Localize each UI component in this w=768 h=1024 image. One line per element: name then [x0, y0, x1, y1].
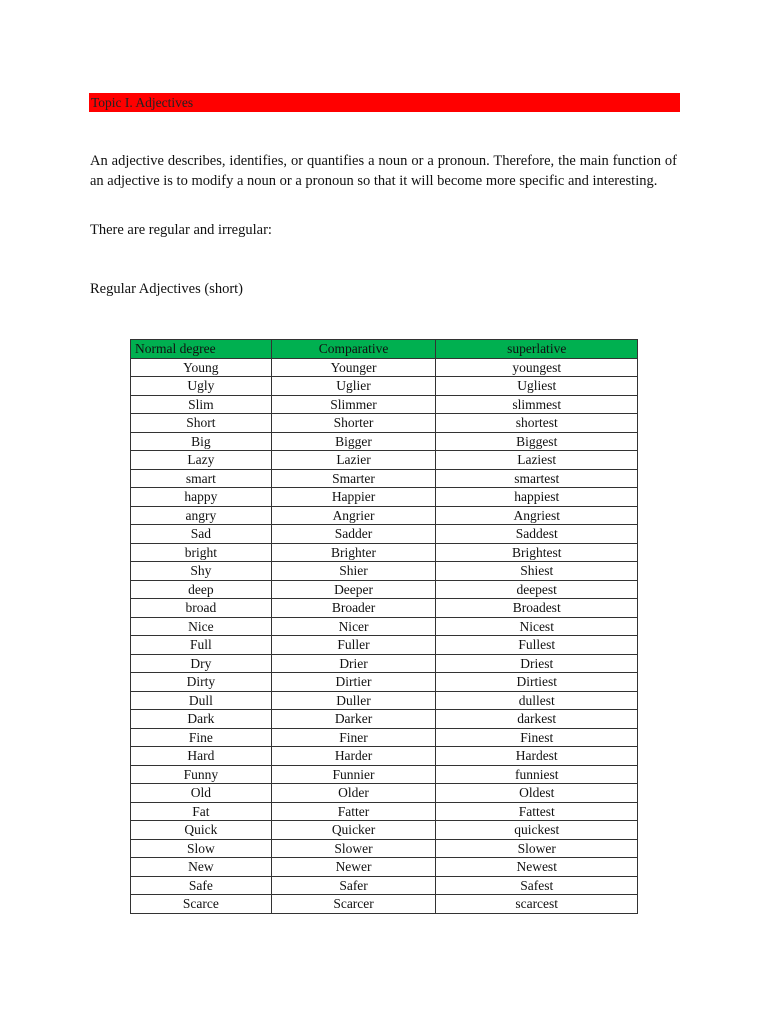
adjectives-table	[130, 339, 638, 914]
superlative-cell: youngest	[436, 358, 638, 377]
comparative-cell: Drier	[271, 654, 436, 673]
comparative-cell: Angrier	[271, 506, 436, 525]
normal-degree-cell: bright	[131, 543, 272, 562]
topic-heading: Topic I. Adjectives	[89, 93, 680, 112]
table-row	[131, 451, 638, 470]
table-row	[131, 839, 638, 858]
header-comparative: Comparative	[271, 340, 436, 359]
normal-degree-cell: Nice	[131, 617, 272, 636]
comparative-cell: Happier	[271, 488, 436, 507]
table-row	[131, 543, 638, 562]
superlative-cell: slimmest	[436, 395, 638, 414]
comparative-cell: Fatter	[271, 802, 436, 821]
comparative-cell: Dirtier	[271, 673, 436, 692]
superlative-cell: quickest	[436, 821, 638, 840]
comparative-cell: Harder	[271, 747, 436, 766]
comparative-cell: Safer	[271, 876, 436, 895]
table-body	[131, 358, 638, 913]
normal-degree-cell: Slim	[131, 395, 272, 414]
superlative-cell: Dirtiest	[436, 673, 638, 692]
normal-degree-cell: Dry	[131, 654, 272, 673]
normal-degree-cell: Young	[131, 358, 272, 377]
comparative-cell: Younger	[271, 358, 436, 377]
comparative-cell: Smarter	[271, 469, 436, 488]
superlative-cell: Oldest	[436, 784, 638, 803]
comparative-cell: Duller	[271, 691, 436, 710]
normal-degree-cell: Scarce	[131, 895, 272, 914]
normal-degree-cell: Short	[131, 414, 272, 433]
comparative-cell: Shier	[271, 562, 436, 581]
superlative-cell: Ugliest	[436, 377, 638, 396]
header-normal-degree: Normal degree	[131, 340, 272, 359]
normal-degree-cell: Dark	[131, 710, 272, 729]
comparative-cell: Slower	[271, 839, 436, 858]
superlative-cell: Shiest	[436, 562, 638, 581]
normal-degree-cell: New	[131, 858, 272, 877]
normal-degree-cell: Big	[131, 432, 272, 451]
superlative-cell: Nicest	[436, 617, 638, 636]
table-row	[131, 599, 638, 618]
comparative-cell: Slimmer	[271, 395, 436, 414]
table-row	[131, 858, 638, 877]
normal-degree-cell: Slow	[131, 839, 272, 858]
comparative-cell: Broader	[271, 599, 436, 618]
table-row	[131, 525, 638, 544]
table-row	[131, 432, 638, 451]
superlative-cell: Biggest	[436, 432, 638, 451]
superlative-cell: Fullest	[436, 636, 638, 655]
table-row	[131, 562, 638, 581]
superlative-cell: dullest	[436, 691, 638, 710]
adjective-types-line: There are regular and irregular:	[90, 222, 272, 238]
normal-degree-cell: Fat	[131, 802, 272, 821]
table-row	[131, 802, 638, 821]
normal-degree-cell: Ugly	[131, 377, 272, 396]
comparative-cell: Scarcer	[271, 895, 436, 914]
superlative-cell: Hardest	[436, 747, 638, 766]
normal-degree-cell: Dull	[131, 691, 272, 710]
header-superlative: superlative	[436, 340, 638, 359]
table-row	[131, 636, 638, 655]
superlative-cell: Angriest	[436, 506, 638, 525]
table-row	[131, 710, 638, 729]
table-row	[131, 654, 638, 673]
normal-degree-cell: angry	[131, 506, 272, 525]
superlative-cell: Fattest	[436, 802, 638, 821]
intro-paragraph: An adjective describes, identifies, or quantifies a noun or a pronoun. Therefore, the main function of an adjective is to modify a noun or a pronoun so that it will become more specific and interesting.	[90, 153, 677, 189]
normal-degree-cell: Shy	[131, 562, 272, 581]
superlative-cell: Laziest	[436, 451, 638, 470]
comparative-cell: Shorter	[271, 414, 436, 433]
table-row	[131, 488, 638, 507]
normal-degree-cell: Quick	[131, 821, 272, 840]
superlative-cell: Safest	[436, 876, 638, 895]
table-row	[131, 747, 638, 766]
normal-degree-cell: Full	[131, 636, 272, 655]
superlative-cell: darkest	[436, 710, 638, 729]
comparative-cell: Fuller	[271, 636, 436, 655]
table-row	[131, 821, 638, 840]
table-row	[131, 673, 638, 692]
comparative-cell: Deeper	[271, 580, 436, 599]
normal-degree-cell: deep	[131, 580, 272, 599]
table-row	[131, 580, 638, 599]
comparative-cell: Nicer	[271, 617, 436, 636]
table-row	[131, 414, 638, 433]
comparative-cell: Older	[271, 784, 436, 803]
comparative-cell: Newer	[271, 858, 436, 877]
superlative-cell: Newest	[436, 858, 638, 877]
normal-degree-cell: Fine	[131, 728, 272, 747]
superlative-cell: Broadest	[436, 599, 638, 618]
superlative-cell: funniest	[436, 765, 638, 784]
comparative-cell: Uglier	[271, 377, 436, 396]
table-row	[131, 469, 638, 488]
superlative-cell: happiest	[436, 488, 638, 507]
superlative-cell: deepest	[436, 580, 638, 599]
superlative-cell: shortest	[436, 414, 638, 433]
table-row	[131, 506, 638, 525]
normal-degree-cell: Lazy	[131, 451, 272, 470]
normal-degree-cell: Dirty	[131, 673, 272, 692]
table-row	[131, 617, 638, 636]
comparative-cell: Brighter	[271, 543, 436, 562]
table-row	[131, 895, 638, 914]
superlative-cell: scarcest	[436, 895, 638, 914]
normal-degree-cell: smart	[131, 469, 272, 488]
table-row	[131, 765, 638, 784]
normal-degree-cell: Safe	[131, 876, 272, 895]
table-row	[131, 876, 638, 895]
comparative-cell: Quicker	[271, 821, 436, 840]
table-row	[131, 358, 638, 377]
superlative-cell: smartest	[436, 469, 638, 488]
normal-degree-cell: broad	[131, 599, 272, 618]
normal-degree-cell: happy	[131, 488, 272, 507]
table-row	[131, 377, 638, 396]
normal-degree-cell: Funny	[131, 765, 272, 784]
comparative-cell: Sadder	[271, 525, 436, 544]
superlative-cell: Finest	[436, 728, 638, 747]
section-heading: Regular Adjectives (short)	[90, 281, 244, 297]
superlative-cell: Brightest	[436, 543, 638, 562]
table-header-row	[131, 340, 638, 359]
comparative-cell: Finer	[271, 728, 436, 747]
superlative-cell: Saddest	[436, 525, 638, 544]
normal-degree-cell: Hard	[131, 747, 272, 766]
table-row	[131, 395, 638, 414]
superlative-cell: Slower	[436, 839, 638, 858]
comparative-cell: Bigger	[271, 432, 436, 451]
table-row	[131, 691, 638, 710]
comparative-cell: Darker	[271, 710, 436, 729]
normal-degree-cell: Sad	[131, 525, 272, 544]
comparative-cell: Lazier	[271, 451, 436, 470]
normal-degree-cell: Old	[131, 784, 272, 803]
table-row	[131, 784, 638, 803]
superlative-cell: Driest	[436, 654, 638, 673]
comparative-cell: Funnier	[271, 765, 436, 784]
table-row	[131, 728, 638, 747]
